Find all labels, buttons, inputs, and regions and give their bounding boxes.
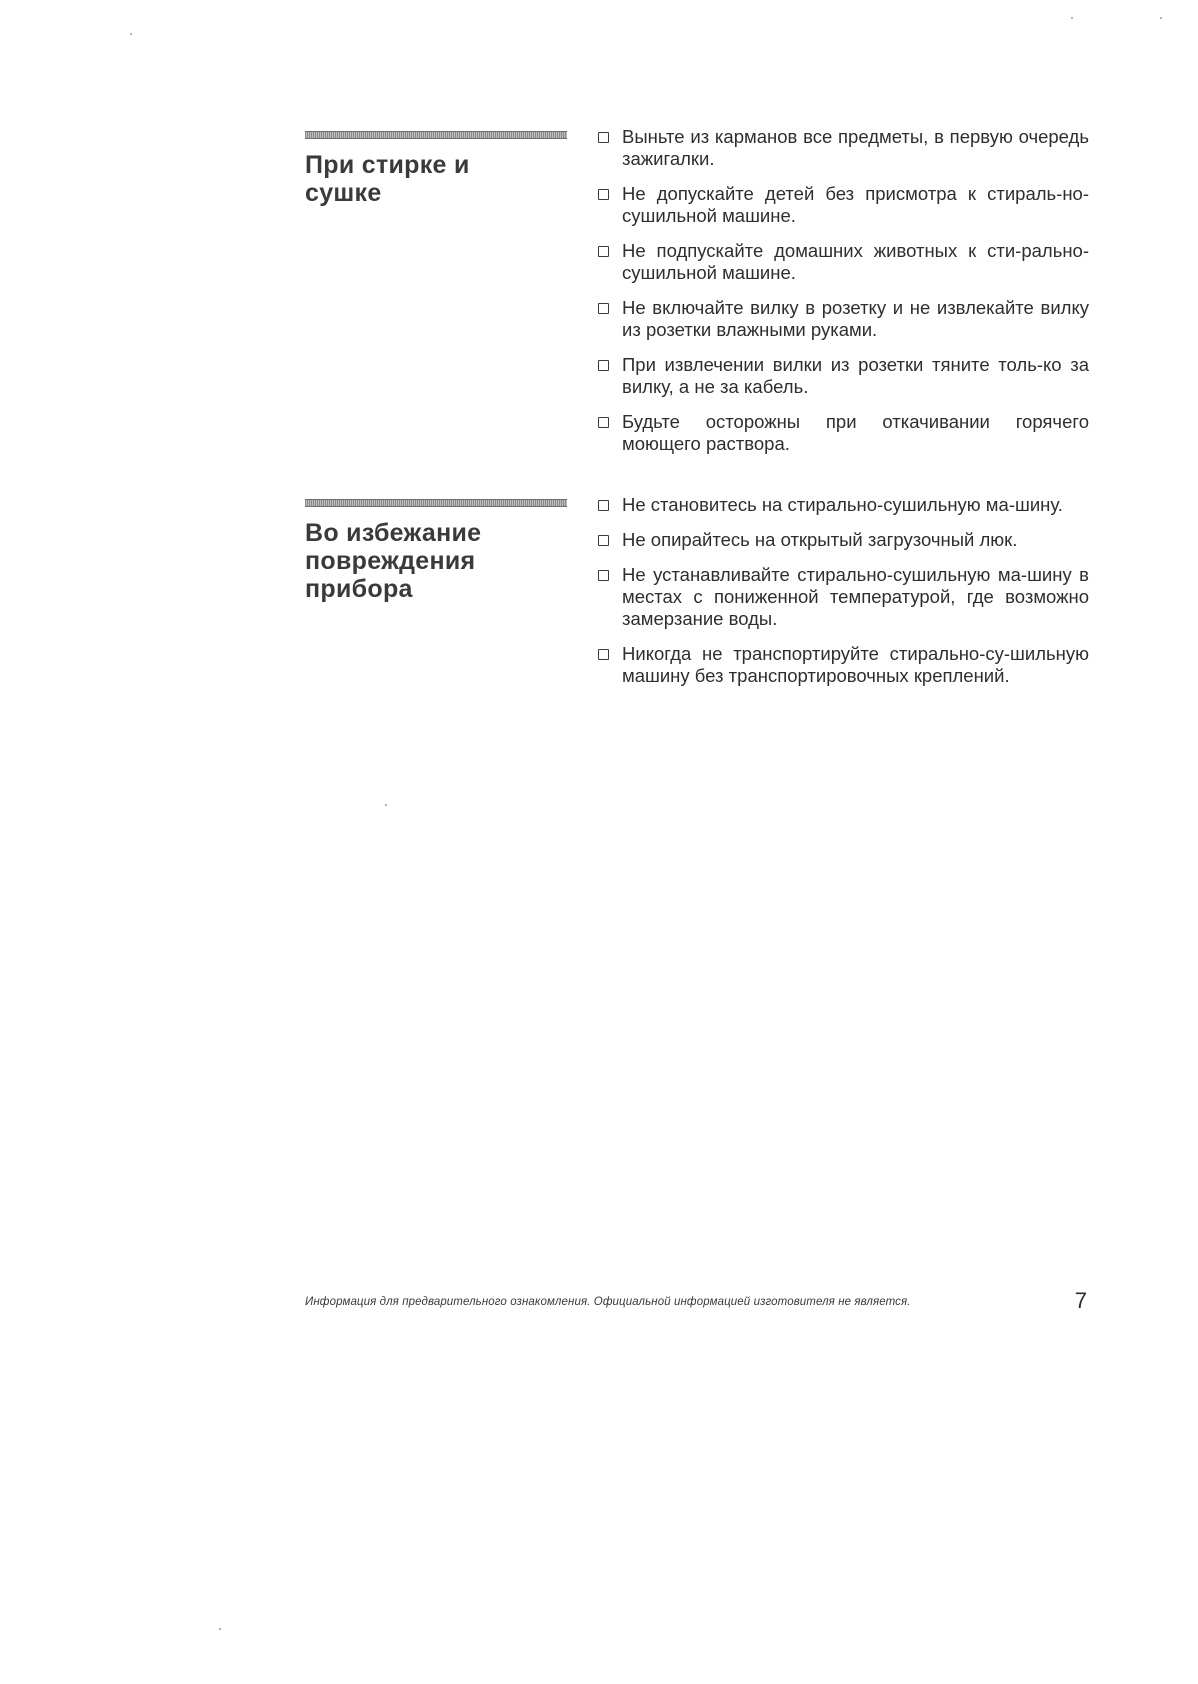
list-item-text: Не допускайте детей без присмотра к стираль-но-сушильной машине. — [622, 183, 1089, 226]
list-item — [592, 240, 1089, 284]
scan-speck — [1160, 17, 1162, 19]
list-item-text: Никогда не транспортируйте стирально-су-шильную машину без транспортировочных креплений. — [622, 643, 1089, 686]
checkbox-bullet-icon — [598, 189, 609, 200]
page-number: 7 — [1074, 1288, 1087, 1313]
checkbox-bullet-icon — [598, 417, 609, 428]
list-item — [592, 183, 1089, 227]
checkbox-bullet-icon — [598, 360, 609, 371]
page-footer — [305, 1288, 1087, 1318]
list-item-text: Не устанавливайте стирально-сушильную ма-шину в местах с пониженной температурой, где возможно замерзание воды. — [622, 564, 1089, 629]
list-item — [592, 297, 1089, 341]
section-heading: При стирке и сушке — [305, 151, 470, 207]
section-header — [305, 499, 567, 603]
list-item — [592, 643, 1089, 687]
list-item-text: Не подпускайте домашних животных к сти-рально-сушильной машине. — [622, 240, 1089, 283]
checkbox-bullet-icon — [598, 500, 609, 511]
scan-speck — [130, 33, 132, 35]
list-item-text: Не опирайтесь на открытый загрузочный люк. — [622, 529, 1018, 550]
section-rule — [305, 499, 567, 507]
list-item — [592, 126, 1089, 170]
list-item-text: Не становитесь на стирально-сушильную ма-шину. — [622, 494, 1063, 515]
list-item-text: При извлечении вилки из розетки тяните толь-ко за вилку, а не за кабель. — [622, 354, 1089, 397]
scan-speck — [219, 1628, 221, 1630]
list-item — [592, 411, 1089, 455]
list-item — [592, 494, 1089, 516]
list-item — [592, 529, 1089, 551]
list-item-text: Будьте осторожны при откачивании горячего моющего раствора. — [622, 411, 1089, 454]
checkbox-bullet-icon — [598, 303, 609, 314]
checkbox-bullet-icon — [598, 649, 609, 660]
checklist — [592, 494, 1089, 700]
checkbox-bullet-icon — [598, 570, 609, 581]
list-item — [592, 564, 1089, 630]
list-item-text: Выньте из карманов все предметы, в первую очередь зажигалки. — [622, 126, 1089, 169]
checkbox-bullet-icon — [598, 246, 609, 257]
checkbox-bullet-icon — [598, 535, 609, 546]
section-heading: Во избежание повреждения прибора — [305, 519, 482, 603]
footer-disclaimer: Информация для предварительного ознакомления. Официальной информацией изготовителя не является. — [305, 1296, 911, 1308]
list-item — [592, 354, 1089, 398]
scan-speck — [1071, 17, 1073, 19]
section-header — [305, 131, 567, 207]
checkbox-bullet-icon — [598, 132, 609, 143]
checklist — [592, 126, 1089, 468]
section-rule — [305, 131, 567, 139]
list-item-text: Не включайте вилку в розетку и не извлекайте вилку из розетки влажными руками. — [622, 297, 1089, 340]
scan-speck — [385, 804, 387, 806]
